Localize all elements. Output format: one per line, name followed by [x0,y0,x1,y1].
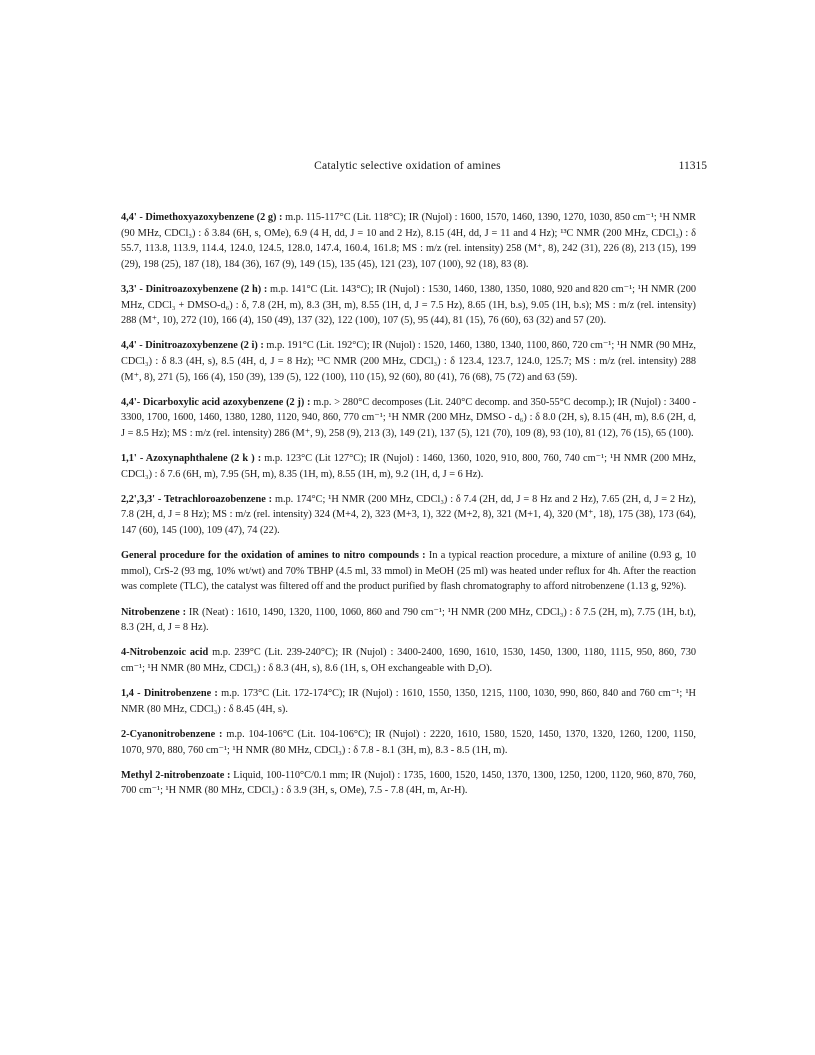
compound-name: 4,4'- Dicarboxylic acid azoxybenzene (2 j) : [121,396,311,408]
compound-data: m.p. 174°C; ¹H NMR (200 MHz, CDCl₃) : δ 7.4 (2H, dd, J = 8 Hz and 2 Hz), 7.65 (2H, d, J = 2 Hz), 7.8 (2H, d, J = 8 Hz); MS : m/z (rel. intensity) 324 (M+4, 2), 323 (M+3, 1), 322 (M+2, 8), 321 (M+1, 4), 320 (M⁺, 18), 175 (38), 173 (64), 147 (60), 145 (100), 109 (47), 74 (22). [121,493,696,537]
procedure-paragraph [121,548,696,595]
compound-entry [121,645,696,676]
compound-entry [121,210,696,272]
compound-data: IR (Neat) : 1610, 1490, 1320, 1100, 1060, 860 and 790 cm⁻¹; ¹H NMR (200 MHz, CDCl₃) : δ 7.5 (2H, m), 7.75 (1H, b.t), 8.3 (2H, d, J = 8 Hz). [121,606,696,634]
compound-entry [121,492,696,539]
compound-data: Liquid, 100-110°C/0.1 mm; IR (Nujol) : 1735, 1600, 1520, 1450, 1370, 1300, 1250, 1200, 1120, 960, 870, 760, 700 cm⁻¹; ¹H NMR (80 MHz, CDCl₃) : δ 3.9 (3H, s, OMe), 7.5 - 7.8 (4H, m, Ar-H). [121,769,696,797]
compound-entry [121,605,696,636]
running-title: Catalytic selective oxidation of amines [314,160,501,172]
compound-name: 3,3' - Dinitroazoxybenzene (2 h) : [121,283,268,295]
procedure-text: In a typical reaction procedure, a mixture of aniline (0.93 g, 10 mmol), CrS-2 (93 mg, 10% wt/wt) and 70% TBHP (4.5 ml, 33 mmol) in MeOH (25 ml) was heated under reflux for 4h. After the reaction was complete (TLC), the catalyst was filtered off and the product purified by flash chromatography to afford nitrobenzene (1.13 g, 92%). [121,550,696,593]
compound-name: Nitrobenzene : [121,606,187,618]
compound-data: m.p. 115-117°C (Lit. 118°C); IR (Nujol) : 1600, 1570, 1460, 1390, 1270, 1030, 850 cm⁻¹; ¹H NMR (90 MHz, CDCl₃) : δ 3.84 (6H, s, OMe), 6.9 (4 H, dd, J = 10 and 2 Hz), 8.15 (4H, dd, J = 11 and 4 Hz); ¹³C NMR (200 MHz, CDCl₃) : δ 55.7, 113.8, 113.9, 114.4, 124.0, 124.5, 128.0, 147.4, 160.4, 161.8; MS : m/z (rel. intensity) 258 (M⁺, 8), 242 (31), 226 (8), 213 (15), 199 (29), 198 (25), 187 (18), 184 (36), 167 (9), 149 (15), 135 (45), 121 (23), 107 (100), 92 (18), 83 (8). [121,212,696,270]
compound-name: 2-Cyanonitrobenzene : [121,728,223,740]
compound-entry [121,395,696,442]
article-body [121,210,696,809]
procedure-heading: General procedure for the oxidation of amines to nitro compounds : [121,550,426,562]
compound-data: m.p. 141°C (Lit. 143°C); IR (Nujol) : 1530, 1460, 1380, 1350, 1080, 920 and 820 cm⁻¹; ¹H NMR (200 MHz, CDCl₃ + DMSO-d₆) : δ, 7.8 (2H, m), 8.3 (3H, m), 8.55 (1H, d, J = 7.5 Hz), 8.65 (1H, b.s), 9.05 (1H, b.s); MS : m/z (rel. intensity) 288 (M⁺, 10), 272 (10), 166 (4), 150 (49), 137 (32), 122 (100), 107 (5), 95 (44), 81 (15), 76 (60), 63 (32) and 57 (20). [121,283,696,327]
compound-data: m.p. 123°C (Lit 127°C); IR (Nujol) : 1460, 1360, 1020, 910, 800, 760, 740 cm⁻¹; ¹H NMR (200 MHz, CDCl₃) : δ 7.6 (6H, m), 7.95 (5H, m), 8.35 (1H, m), 8.55 (1H, m), 9.2 (1H, d, J = 6 Hz). [121,453,697,480]
compound-name: Methyl 2-nitrobenzoate : [121,769,231,781]
compound-entry [121,451,696,482]
compound-name: 1,4 - Dinitrobenzene : [121,688,218,700]
compound-name: 4,4' - Dimethoxyazoxybenzene (2 g) : [121,212,283,223]
page-number: 11315 [678,160,707,172]
compound-entry [121,686,696,717]
running-header [120,160,707,178]
compound-name: 4-Nitrobenzoic acid [121,647,209,659]
compound-data: m.p. 104-106°C (Lit. 104-106°C); IR (Nujol) : 2220, 1610, 1580, 1520, 1450, 1370, 1320, 1260, 1200, 1150, 1070, 970, 880, 760 cm⁻¹; ¹H NMR (80 MHz, CDCl₃) : δ 7.8 - 8.1 (3H, m), 8.3 - 8.5 (1H, m). [121,728,696,756]
compound-name: 2,2',3,3' - Tetrachloroazobenzene : [121,493,273,505]
compound-entry [121,282,696,329]
compound-data: m.p. 173°C (Lit. 172-174°C); IR (Nujol) : 1610, 1550, 1350, 1215, 1100, 1030, 990, 860, 840 and 760 cm⁻¹; ¹H NMR (80 MHz, CDCl₃) : δ 8.45 (4H, s). [121,688,696,715]
compound-entry [121,727,696,758]
compound-data: m.p. 239°C (Lit. 239-240°C); IR (Nujol) : 3400-2400, 1690, 1610, 1530, 1450, 1300, 1180, 1115, 950, 860, 730 cm⁻¹; ¹H NMR (80 MHz, CDCl₃) : δ 8.3 (4H, s), 8.6 (1H, s, OH exchangeable with D₂O). [121,647,696,674]
compound-entry [121,338,696,385]
compound-entry [121,768,696,799]
compound-name: 1,1' - Azoxynaphthalene (2 k ) : [121,453,262,465]
compound-data: m.p. > 280°C decomposes (Lit. 240°C decomp. and 350-55°C decomp.); IR (Nujol) : 3400 - 3300, 1700, 1600, 1460, 1380, 1280, 1120, 940, 860, 770 cm⁻¹; ¹H NMR (200 MHz, DMSO - d₆) : δ 8.0 (2H, s), 8.15 (4H, m), 8.6 (2H, d, J = 8.5 Hz); MS : m/z (rel. intensity) 286 (M⁺, 9), 258 (9), 213 (3), 149 (21), 137 (5), 121 (70), 109 (8), 93 (10), 81 (12), 76 (15), 65 (100). [121,396,697,439]
compound-data: m.p. 191°C (Lit. 192°C); IR (Nujol) : 1520, 1460, 1380, 1340, 1100, 860, 720 cm⁻¹; ¹H NMR (90 MHz, CDCl₃) : δ 8.3 (4H, s), 8.5 (4H, d, J = 8 Hz); ¹³C NMR (200 MHz, CDCl₃) : δ 123.4, 123.7, 124.0, 125.7; MS : m/z (rel. intensity) 288 (M⁺, 8), 271 (5), 166 (4), 150 (39), 139 (5), 122 (100), 110 (15), 92 (60), 80 (41), 76 (68), 75 (72) and 63 (59). [121,340,696,383]
compound-name: 4,4' - Dinitroazoxybenzene (2 i) : [121,340,264,352]
